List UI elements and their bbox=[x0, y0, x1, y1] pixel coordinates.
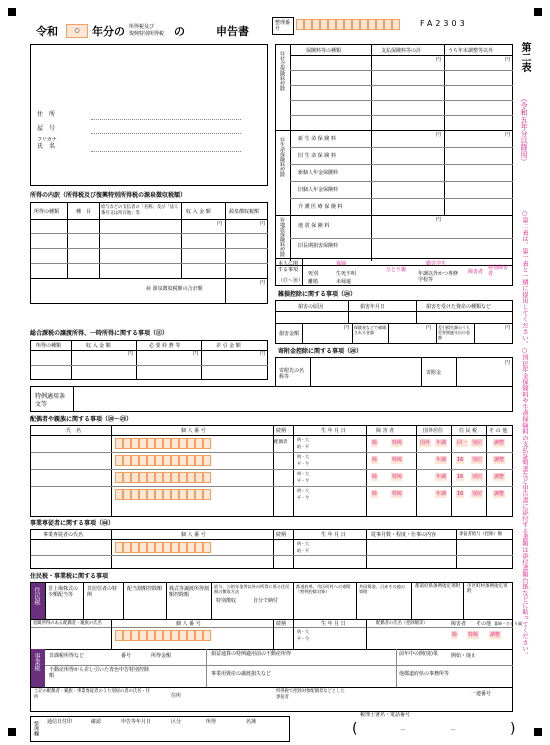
address-label: 住 所 bbox=[37, 111, 56, 118]
zasson-col: 損害年月日 bbox=[360, 304, 386, 310]
haigu-row bbox=[31, 436, 513, 452]
honnin-rikon[interactable]: 離婚 bbox=[308, 279, 319, 285]
tag-tokusho[interactable]: 特障 bbox=[392, 474, 403, 480]
jigyozei-side-label: 事業税 bbox=[33, 653, 40, 671]
footer-office-box bbox=[30, 716, 290, 742]
income-col: 給与などの支払者の「名称」及び「法人番号又は所在地」等 bbox=[101, 205, 179, 216]
honnin-shogai: 障害者 bbox=[468, 269, 484, 275]
haigu-col: 氏 名 bbox=[66, 428, 82, 434]
seimei-row-label: 新 生 命 保 険 料 bbox=[298, 136, 336, 142]
jigyo-table bbox=[30, 529, 513, 569]
mynumber-field[interactable] bbox=[115, 489, 211, 500]
honnin-seishi[interactable]: 生死不明 bbox=[336, 271, 357, 277]
mynumber-field[interactable] bbox=[115, 630, 211, 641]
tag-chosei[interactable]: 調整 bbox=[494, 474, 505, 480]
col-insurance-paid: 支払保険料等の計 bbox=[381, 48, 422, 54]
tag-doitsu[interactable]: 同一 bbox=[457, 440, 468, 446]
title-pre: 年分の bbox=[92, 25, 125, 38]
jumin-col: 共同募金、日赤その他の寄附 bbox=[359, 584, 406, 594]
jigyozei-item: 番号 bbox=[121, 653, 132, 659]
yago-label: 屋 号 bbox=[37, 125, 56, 132]
mynumber-field[interactable] bbox=[115, 455, 211, 466]
tag-shogai[interactable]: 障 bbox=[372, 474, 378, 480]
jumin-col: 非上場株式の少額配当等 bbox=[48, 586, 79, 598]
yen-unit: 円 bbox=[128, 351, 134, 357]
era-options: 明・大 bbox=[297, 437, 309, 442]
bekkyo-address: 住所 bbox=[171, 693, 182, 699]
zasson-col: 損害を受けた資産の種類など bbox=[426, 304, 492, 310]
haigu-table bbox=[30, 425, 513, 517]
phone-dash-1: － bbox=[400, 727, 407, 734]
era-options: 平・令 bbox=[297, 478, 309, 483]
yen-unit: 円 bbox=[436, 57, 442, 63]
row2-haigu: 配偶者の氏名（控除額等） bbox=[376, 621, 428, 626]
footer-label: 通信日付印 bbox=[47, 719, 73, 725]
jumin-subcol[interactable]: 特別徴収 bbox=[216, 598, 237, 604]
jishin-row-label: 地 震 保 険 料 bbox=[298, 223, 330, 229]
address-block bbox=[30, 44, 268, 186]
jumin-col: 配当割額控除額 bbox=[127, 586, 163, 592]
tag-chosei[interactable]: 調整 bbox=[494, 457, 505, 463]
jigyozei-item: 事業用資産の譲渡損失など bbox=[211, 671, 272, 677]
row2-birth: 生 年 月 日 bbox=[321, 621, 346, 627]
yen-unit: 円 bbox=[436, 132, 442, 138]
haigu-col: 障 害 者 bbox=[376, 428, 395, 434]
tag-shogai[interactable]: 障 bbox=[372, 491, 378, 497]
jigyozei-item: 損益通算の特例適用前の不動産所得 bbox=[211, 651, 292, 657]
tag-chosei[interactable]: 調整 bbox=[494, 440, 505, 446]
jigyo-section-title: 事業専従者に関する事項（㊹） bbox=[30, 520, 115, 527]
jumin-side-label: 住民税 bbox=[33, 587, 40, 605]
ichiren-number: 一連番号 bbox=[471, 691, 492, 697]
corner-marker-tl bbox=[8, 8, 16, 16]
sogo-col: 差 引 金 額 bbox=[216, 343, 241, 349]
sogo-col: 収 入 金 額 bbox=[86, 343, 111, 349]
haigu-col: 続柄 bbox=[276, 428, 287, 434]
kifu-table bbox=[275, 357, 513, 387]
era-options: 明・大 bbox=[297, 454, 309, 459]
honnin-shibetsu[interactable]: 死別 bbox=[308, 271, 319, 277]
haigu-col: そ の 他 bbox=[489, 428, 508, 434]
jumin-col: 非居住者の特例 bbox=[87, 586, 118, 598]
zeirishi-label: 税理士署名・電話番号 bbox=[360, 712, 411, 718]
bekkyo-shotoku: 所得税で控除対象配偶者などとした専従者 bbox=[276, 689, 345, 700]
tag-shogai[interactable]: 障 bbox=[372, 440, 378, 446]
jumin-subcol[interactable]: 自分で納付 bbox=[253, 598, 279, 604]
reiwa-label: 令和 bbox=[36, 25, 58, 38]
tag-nencho[interactable]: 年調 bbox=[436, 440, 447, 446]
era-options: 平・令 bbox=[297, 636, 309, 641]
footer-label: 名簿 bbox=[246, 719, 257, 725]
yen-unit: 円 bbox=[426, 325, 432, 331]
yen-unit: 円 bbox=[505, 325, 511, 331]
jigyo-col: 個 人 番 号 bbox=[181, 532, 206, 538]
jigyo-col: 専従者給与（控除）額 bbox=[459, 532, 502, 537]
yen-unit: 円 bbox=[260, 280, 266, 286]
haigu-col: 国外居住 bbox=[423, 428, 444, 434]
form-code: FA2303 bbox=[420, 19, 468, 28]
income-col: 所得の種類 bbox=[34, 209, 60, 215]
seimei-row-label: 旧個人年金保険料 bbox=[298, 187, 339, 193]
jumin-col: 都道府県、市区町村への寄附（特例控除対象） bbox=[296, 584, 351, 594]
jigyo-col: 事業専従者の氏名 bbox=[43, 532, 84, 538]
corner-marker-br bbox=[534, 728, 542, 736]
sheet-number: 第二表 bbox=[519, 42, 530, 72]
col-insurance-type: 保険料等の種類 bbox=[306, 48, 342, 54]
tokurei-block bbox=[30, 386, 513, 412]
mynumber-field[interactable] bbox=[115, 472, 211, 483]
tag-bekkyo[interactable]: 別居 bbox=[472, 474, 483, 480]
furigana-label: フリガナ bbox=[37, 137, 57, 143]
honnin-tokubetsu: 特別障害者 bbox=[488, 265, 509, 277]
era-options: 明・大 bbox=[297, 541, 309, 546]
side-note-year: （令和五年分以降用） bbox=[520, 95, 528, 165]
honnin-nencho[interactable]: 年調以外かつ専修学校等 bbox=[418, 271, 459, 283]
jumin-col: 都道府県条例指定寄附 bbox=[415, 584, 460, 589]
jishin-row-label: 旧長期損害保険料 bbox=[298, 243, 339, 249]
honnin-mikikan[interactable]: 未帰還 bbox=[336, 279, 352, 285]
seiri-label-box bbox=[272, 17, 294, 35]
row2-tag: 障害者 bbox=[451, 621, 467, 627]
jumin-section-title: 住民税・事業税に関する事項 bbox=[30, 573, 109, 580]
phone-paren-open: ( bbox=[352, 721, 358, 737]
jigyo-col: 続柄 bbox=[276, 532, 287, 538]
tag-kokugai[interactable]: 国外 bbox=[420, 440, 431, 446]
era-options: 平・令 bbox=[297, 495, 309, 500]
kifu-section-title: 寄附金控除に関する事項（㉘） bbox=[278, 348, 363, 355]
era-options: 昭・平 bbox=[297, 548, 309, 553]
tag-chosei[interactable]: 調整 bbox=[490, 632, 501, 638]
honnin-range: （⑰～⑳） bbox=[278, 278, 304, 284]
footer-label: 整理欄 bbox=[33, 721, 39, 736]
tag-16[interactable]: 16 bbox=[457, 491, 464, 497]
yen-unit: 円 bbox=[505, 132, 511, 138]
income-table bbox=[30, 202, 268, 304]
tag-nencho[interactable]: 年調 bbox=[436, 474, 447, 480]
phone-paren-close: ) bbox=[510, 721, 516, 737]
tag-tokusho[interactable]: 特障 bbox=[392, 457, 403, 463]
zasson-col: 損害の原因 bbox=[298, 304, 324, 310]
yen-unit: 円 bbox=[260, 221, 266, 227]
honnin-kafu: 寡婦 bbox=[336, 261, 347, 267]
yen-unit: 円 bbox=[217, 221, 223, 227]
jumin-col: 市区町村条例指定寄附 bbox=[467, 584, 508, 594]
tag-shogai[interactable]: 障 bbox=[452, 632, 458, 638]
haigu-row bbox=[31, 487, 513, 503]
sogo-col: 必 要 経 費 等 bbox=[149, 343, 181, 349]
era-options: 明・大 bbox=[297, 629, 309, 634]
kifu-name-label: 寄附先の名称等 bbox=[279, 368, 305, 380]
footer-label: 区分 bbox=[171, 719, 182, 725]
jigyozei-item: 開始・廃止 bbox=[451, 653, 477, 659]
haigu-col: 個 人 番 号 bbox=[181, 428, 206, 434]
zasson-section-title: 雑損控除に関する事項（㉖） bbox=[278, 291, 357, 298]
jigyozei-item: 所得金額 bbox=[151, 653, 172, 659]
honnin-label: 本人に関する事項 bbox=[278, 261, 299, 273]
zasson-sashihiki-label: 差引損失額のうち災害関連支出の金額 bbox=[438, 325, 470, 340]
haigu-section-title: 配偶者や親族に関する事項（⑳～㉓） bbox=[30, 416, 133, 423]
income-col: 種 目 bbox=[76, 209, 92, 215]
tag-bekkyo[interactable]: 別居 bbox=[472, 491, 483, 497]
row2-label: 退職所得のある配偶者・親族の氏名 bbox=[33, 621, 102, 626]
mynumber-field[interactable] bbox=[115, 438, 211, 449]
mynumber-field[interactable] bbox=[115, 542, 211, 553]
seiri-number-field[interactable] bbox=[296, 19, 400, 30]
insurance-block bbox=[275, 44, 513, 266]
bekkyo-label: 上記の配偶者・親族・事業専従者のうち別居の者の氏名・住所 bbox=[34, 689, 151, 700]
corner-marker-bl bbox=[8, 728, 16, 736]
corner-marker-tr bbox=[534, 8, 542, 16]
jigyozei-item: 非課税所得など bbox=[49, 653, 85, 659]
jigyozei-item: 前年中の開(廃)業 bbox=[399, 651, 438, 657]
tag-16[interactable]: 16 bbox=[457, 457, 464, 463]
honnin-block bbox=[275, 258, 513, 286]
sogo-col: 所得の種類 bbox=[36, 343, 62, 349]
haigu-row bbox=[31, 453, 513, 469]
jishin-section-label: ⑯地震保険料控除 bbox=[279, 217, 285, 257]
tag-bekkyo[interactable]: 別居 bbox=[472, 457, 483, 463]
jigyozei-item: 他都道府県の事務所等 bbox=[399, 671, 450, 677]
jumin-col: 給与、公的年金等以外の所得に係る住民税の徴収方法 bbox=[214, 584, 290, 594]
jigyozei-item: 不動産所得から差し引いた青色申告特別控除額 bbox=[49, 667, 150, 679]
zasson-table bbox=[275, 300, 513, 344]
year-input[interactable]: ○ bbox=[66, 24, 88, 38]
yen-unit: 円 bbox=[344, 325, 350, 331]
jigyo-col: 生 年 月 日 bbox=[321, 532, 346, 538]
sogo-table bbox=[30, 340, 268, 380]
seimei-row-label: 新個人年金保険料 bbox=[298, 170, 339, 176]
title-small-1: 所得税及び bbox=[129, 24, 155, 30]
income-col: 収 入 金 額 bbox=[186, 209, 211, 215]
seimei-row-label: 旧 生 命 保 険 料 bbox=[298, 153, 336, 159]
sogo-section-title: 総合課税の譲渡所得、一時所得に関する事項（⑪） bbox=[30, 330, 169, 337]
tag-tokusho[interactable]: 特障 bbox=[468, 632, 479, 638]
title-post: の bbox=[174, 25, 185, 38]
shakai-section-label: ⑬社会保険料控除 bbox=[279, 51, 285, 91]
row2-zokugara: 続柄 bbox=[276, 621, 287, 627]
kifu-amount-label: 寄附金 bbox=[426, 370, 442, 376]
income-col: 源泉徴収税額 bbox=[229, 209, 260, 215]
yen-unit: 円 bbox=[260, 351, 266, 357]
haigu-relation-spouse: 配偶者 bbox=[274, 440, 288, 445]
tag-bekkyo[interactable]: 別居 bbox=[472, 440, 483, 446]
name-label: 氏 名 bbox=[37, 143, 56, 150]
zasson-hoken-label: 保険金などで補塡される金額 bbox=[354, 325, 386, 335]
honnin-kinrogakusei: 勤労学生 bbox=[426, 261, 447, 267]
era-options: 明・大 bbox=[297, 488, 309, 493]
haigu-row bbox=[31, 470, 513, 486]
tokurei-label: 特例適用条文等 bbox=[35, 393, 66, 408]
withholding-total-label: ㊽ 源泉徴収税額の合計額 bbox=[146, 286, 203, 292]
footer-label: 申告等年月日 bbox=[121, 719, 152, 725]
col-insurance-yearend: うち年末調整等以外 bbox=[448, 48, 494, 54]
seimei-row-label: 介 護 医 療 保 険 料 bbox=[298, 204, 343, 210]
side-note-instructions: ○第二表は、第一表と一緒に提出してください。○国民年金保険料や生命保険料の支払証明書など申告書に添付する書類は添付書類台紙などに貼ってください。 bbox=[521, 210, 528, 658]
footer-label: 確認 bbox=[91, 719, 102, 725]
era-options: 明・大 bbox=[297, 471, 309, 476]
row2-tag: 寡婦・ひとり親 bbox=[494, 621, 522, 626]
haigu-col: 住 民 税 bbox=[459, 428, 478, 434]
tag-16[interactable]: 16 bbox=[457, 474, 464, 480]
jumin-table bbox=[30, 582, 522, 712]
row2-tag: その他 bbox=[476, 621, 492, 627]
footer-label: 所得 bbox=[206, 719, 217, 725]
income-section-title: 所得の内訳（所得税及び復興特別所得税の源泉徴収税額） bbox=[30, 192, 187, 199]
row2-mynum: 個 人 番 号 bbox=[176, 621, 201, 627]
yen-unit: 円 bbox=[505, 57, 511, 63]
form-header bbox=[36, 22, 276, 40]
tag-shogai[interactable]: 障 bbox=[372, 457, 378, 463]
tag-nencho[interactable]: 年調 bbox=[436, 457, 447, 463]
yen-unit: 円 bbox=[436, 217, 442, 223]
seimei-section-label: ⑮生命保険料控除 bbox=[279, 137, 285, 177]
page-title: 申告書 bbox=[216, 25, 249, 38]
honnin-hitorioya: ひとり親 bbox=[386, 267, 407, 273]
seiri-label: 整理番号 bbox=[275, 20, 291, 32]
era-options: 平・令 bbox=[297, 461, 309, 466]
tag-tokusho[interactable]: 特障 bbox=[392, 491, 403, 497]
jumin-col: 株式等譲渡所得割額控除額 bbox=[169, 586, 210, 598]
yen-unit: 円 bbox=[505, 360, 511, 366]
title-small-2: 復興特別所得税 bbox=[129, 31, 165, 37]
tag-chosei[interactable]: 調整 bbox=[494, 491, 505, 497]
tag-tokusho[interactable]: 特障 bbox=[392, 440, 403, 446]
jigyo-col: 従事月数・程度・仕事の内容 bbox=[371, 532, 437, 538]
haigu-col: 生 年 月 日 bbox=[321, 428, 346, 434]
tag-nencho[interactable]: 年調 bbox=[436, 491, 447, 497]
era-options: 昭・平 bbox=[297, 444, 309, 449]
zasson-amount-label: 損害金額 bbox=[279, 331, 300, 337]
phone-dash-2: － bbox=[450, 727, 457, 734]
yen-unit: 円 bbox=[193, 351, 199, 357]
